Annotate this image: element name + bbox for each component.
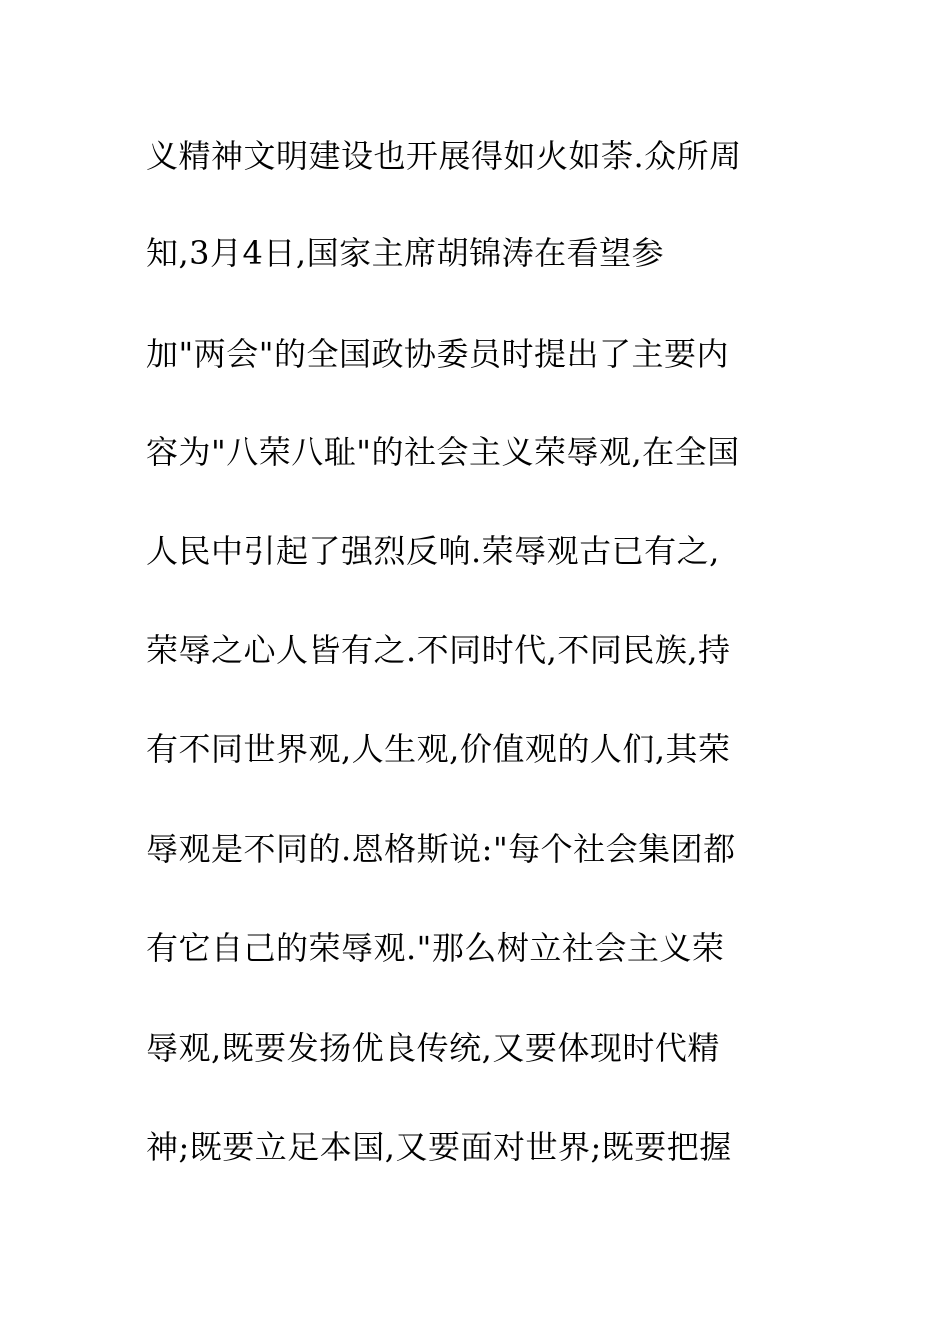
body-text-line: 加"两会"的全国政协委员时提出了主要内	[146, 335, 729, 373]
body-text-line: 辱观是不同的.恩格斯说:"每个社会集团都	[146, 830, 736, 868]
body-text-line: 有它自己的荣辱观."那么树立社会主义荣	[146, 929, 725, 967]
body-text-line: 知,3月4日,国家主席胡锦涛在看望参	[146, 234, 665, 272]
body-text-line: 人民中引起了强烈反响.荣辱观古已有之,	[146, 532, 720, 570]
body-text-line: 神;既要立足本国,又要面对世界;既要把握	[146, 1128, 732, 1166]
body-text-line: 容为"八荣八耻"的社会主义荣辱观,在全国	[146, 433, 740, 471]
body-text-line: 有不同世界观,人生观,价值观的人们,其荣	[146, 730, 731, 768]
body-text-line: 荣辱之心人皆有之.不同时代,不同民族,持	[146, 631, 731, 669]
body-text-line: 辱观,既要发扬优良传统,又要体现时代精	[146, 1029, 720, 1067]
body-text-line: 义精神文明建设也开展得如火如荼.众所周	[146, 137, 742, 175]
